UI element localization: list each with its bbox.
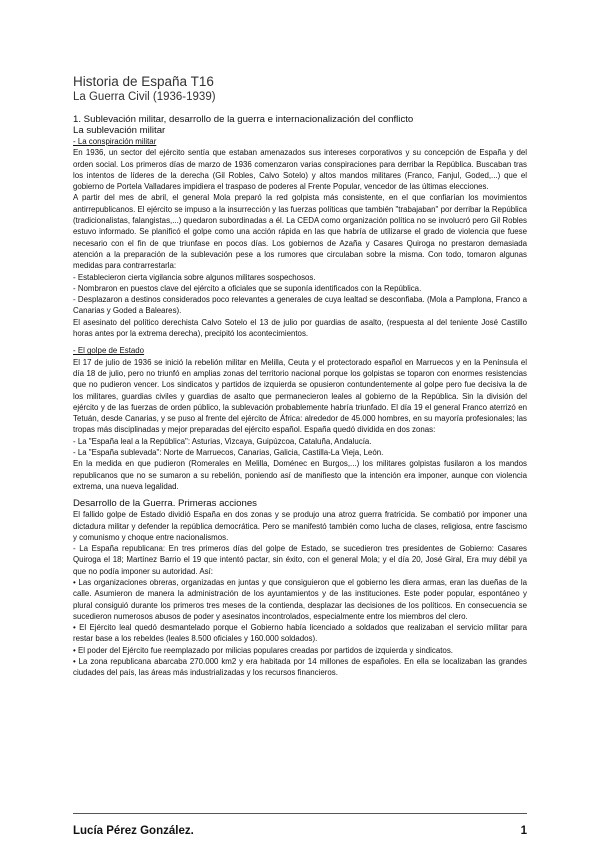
footer-page-number: 1 — [520, 825, 527, 837]
paragraph: El asesinato del político derechista Calvo Sotelo el 13 de julio por guardias de asalto, (respuesta al del teniente José Castillo horas antes por la extrema derecha), precipitó los acontecimientos. — [73, 317, 527, 339]
list-item: - Establecieron cierta vigilancia sobre algunos militares sospechosos. — [73, 272, 316, 282]
conspiracion-title: - La conspiración militar — [73, 137, 157, 146]
paragraph: En la medida en que pudieron (Romerales en Melilla, Doménec en Burgos,...) los militares golpistas fusilaron a los mandos republicanos que no se sumaron a su rebelión, poniendo así de manifiesto que la intención era imponer, aunque con violencia extrema, una nueva legalidad. — [73, 459, 527, 491]
section-heading: Desarrollo de la Guerra. Primeras acciones — [73, 498, 257, 510]
document-subtitle: La Guerra Civil (1936-1939) — [73, 91, 216, 103]
list-item: • El Ejército leal quedó desmantelado porque el Gobierno había licenciado a soldados que realizaban el servicio militar para restar base a los rebeldes (leales 8.500 oficiales y 160.000 soldados). — [73, 623, 527, 644]
list-item: • Las organizaciones obreras, organizadas en juntas y que consiguieron que el gobierno les diera armas, eran las dueñas de la calle. Asumieron de manera la administración de los ayuntamientos y de las instituciones. Este poder popular, espontáneo y plural consiguió durante los primeros tres meses de la contienda, desplazar las decisiones de los políticos. En consecuencia se sucedieron numerosos abusos de poder y asesinatos incontrolados, especialmente entre los miembros del clero. — [73, 577, 527, 621]
list-item: - Desplazaron a destinos considerados poco relevantes a generales de cuya lealtad se desconfiaba. (Mola a Pamplona, Franco a Canarias y Goded a Baleares). — [73, 295, 527, 316]
golpe-title: - El golpe de Estado — [73, 346, 145, 356]
footer-divider — [73, 813, 527, 814]
list-item: • El poder del Ejército fue reemplazado por milicias populares creadas por partidos de izquierda y sindicatos. — [73, 645, 453, 655]
footer-author: Lucía Pérez González. — [73, 825, 194, 837]
paragraph: En 1936, un sector del ejército sentía que estaban amenazados sus intereses corporativos y su concepción de España y del orden social. Los primeros días de marzo de 1936 comenzaron varias conspiraciones para derribar la República. Buscaban tras los intentos de líderes de la derecha (Gil Robles, Calvo Sotelo) y altos mandos militares (Franco, Fanjul, Goded,...) que el gobierno de Portela Valladares impidiera el traspaso de poderes al Frente Popular, vencedor de las últimas elecciones. — [73, 148, 527, 192]
section-heading: 1. Sublevación militar, desarrollo de la guerra e internacionalización del conflicto — [73, 114, 414, 125]
document-page — [73, 74, 527, 679]
list-item: - Nombraron en puestos clave del ejército a oficiales que se suponía identificados con la República. — [73, 283, 422, 293]
paragraph: El fallido golpe de Estado dividió España en dos zonas y se produjo una atroz guerra fratricida. Se combatió por imponer una dictadura militar y defender la república democrática. Pero se manifestó también como lucha de clases, religiosa, entre fascismo y comunismo y choque entre nacionalismos. — [73, 510, 527, 542]
paragraph: - La España republicana: En tres primeros días del golpe de Estado, se sucedieron tres presidentes de Gobierno: Casares Quiroga el 18; Martínez Barrio el 19 que intentó pactar, sin éxito, con el general Mola; y el día 20, José Giral, Era muy débil ya que no podía imponer su autoridad. Así: — [73, 544, 527, 576]
paragraph: El 17 de julio de 1936 se inició la rebelión militar en Melilla, Ceuta y el protectorado español en Marruecos y en la Península el día 18 de julio, pero no triunfó en amplias zonas del territorio nacional porque los golpistas se toparon con enormes resistencias que no pudieron vencer. Los sindicatos y partidos de izquierda se opusieron contundentemente al golpe pero fue decisiva la de los militares, guardias civiles y guardias de asalto que permanecieron leales al gobierno de la República. Sin la división del ejército y de las fuerzas de orden público, la sublevación probablemente habría triunfado. El día 19 el general Franco aterrizó en Tetuán, desde Canarias, y se puso al frente del ejército de África: alrededor de 45.000 hombres, en su mayoría profesionales; las tropas más disciplinadas y mejor preparadas del ejército español. España quedó dividida en dos zonas: — [73, 357, 527, 435]
list-item: - La "España sublevada": Norte de Marruecos, Canarias, Galicia, Castilla-La Vieja, León. — [73, 448, 384, 458]
document-title: Historia de España T16 — [73, 74, 214, 89]
section-subheading: La sublevación militar — [73, 125, 166, 136]
list-item: - La "España leal a la República": Asturias, Vizcaya, Guipúzcoa, Cataluña, Andalucía. — [73, 436, 372, 446]
paragraph: A partir del mes de abril, el general Mola preparó la red golpista más consistente, en el que confiarían los movimientos antirrepublicanos. El ejército se impuso a la insurrección y las fuerzas políticas que también "trabajaban" por derribar la República (tradicionalistas, falangistas,...) quedaron subordinadas a él. La CEDA como organización política no se involucró pero Gil Robles estuvo informado. Se planificó el golpe como una acción rápida en las que habría de utilizarse el grado de violencia que fuese necesario con el fin de que triunfase en pocos días. Los gobiernos de Azaña y Casares Quiroga no prestaron demasiada atención a la preparación de la sublevación pese a los rumores que circulaban sobre la misma. Con todo, tomaron algunas medidas para contrarrestarla: — [73, 193, 527, 271]
list-item: • La zona republicana abarcaba 270.000 km2 y era habitada por 14 millones de españoles. En ella se localizaban las grandes ciudades del país, las áreas más industrializadas y los recursos financieros. — [73, 657, 527, 678]
